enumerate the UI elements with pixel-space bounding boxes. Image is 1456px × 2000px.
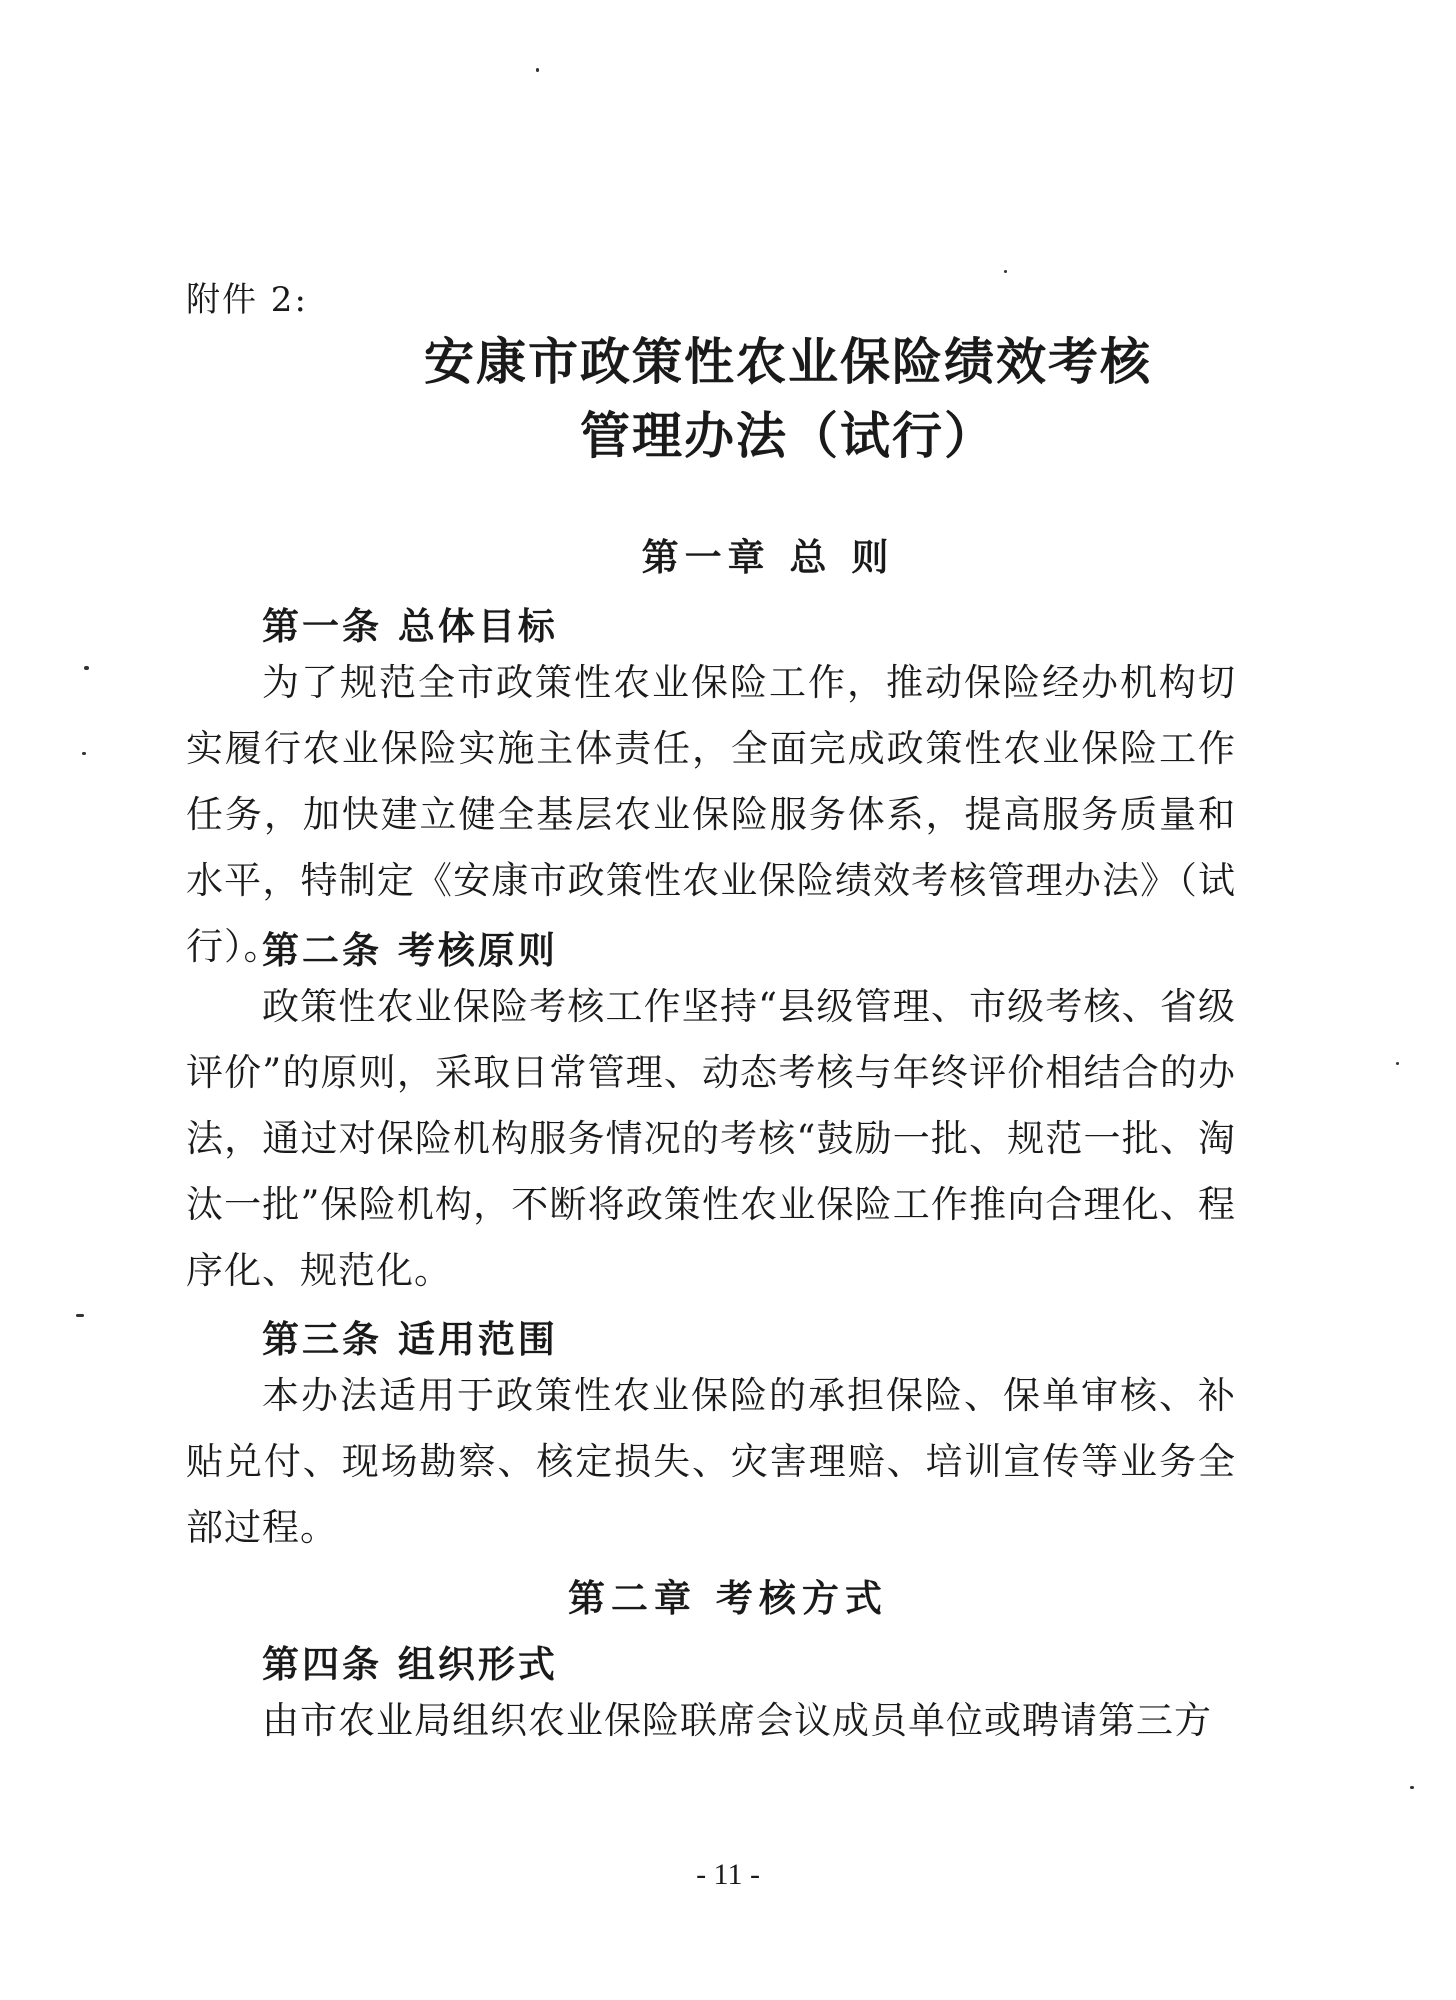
document-title-line1: 安康市政策性农业保险绩效考核 xyxy=(424,333,1152,391)
page-number: - 11 - xyxy=(696,1858,760,1891)
article-2-text: 政策性农业保险考核工作坚持“县级管理、市级考核、省级评价”的原则，采取日常管理、动态考核与年终评价相结合的办法，通过对保险机构服务情况的考核“鼓励一批、规范一批、淘汰一批”保险机构，不断将政策性农业保险工作推向合理化、程序化、规范化。 xyxy=(186,985,1236,1292)
article-3-heading: 第三条 适用范围 xyxy=(262,1318,558,1361)
chapter-2-heading: 第二章 考核方式 xyxy=(568,1577,888,1620)
chapter-1-heading: 第一章 总 则 xyxy=(641,536,895,579)
scan-speck xyxy=(1004,270,1007,273)
article-1-text: 为了规范全市政策性农业保险工作，推动保险经办机构切实履行农业保险实施主体责任，全面完成政策性农业保险工作任务，加快建立健全基层农业保险服务体系，提高服务质量和水平，特制定《安康市政策性农业保险绩效考核管理办法》（试行）。 xyxy=(186,661,1236,968)
scan-speck xyxy=(76,1314,84,1317)
scan-speck xyxy=(1410,1786,1414,1789)
article-4-text: 由市农业局组织农业保险联席会议成员单位或聘请第三方 xyxy=(262,1699,1212,1742)
scan-speck xyxy=(536,68,539,72)
attachment-label: 附件 2: xyxy=(186,280,308,320)
scan-speck xyxy=(1396,1062,1399,1065)
article-4-heading: 第四条 组织形式 xyxy=(262,1643,558,1686)
document-title-line2: 管理办法（试行） xyxy=(580,407,996,465)
article-3-text: 本办法适用于政策性农业保险的承担保险、保单审核、补贴兑付、现场勘察、核定损失、灾害理赔、培训宣传等业务全部过程。 xyxy=(186,1374,1236,1549)
article-1-heading: 第一条 总体目标 xyxy=(262,605,558,648)
scan-speck xyxy=(82,752,86,755)
scan-speck xyxy=(84,666,89,670)
article-2-heading: 第二条 考核原则 xyxy=(262,929,558,972)
